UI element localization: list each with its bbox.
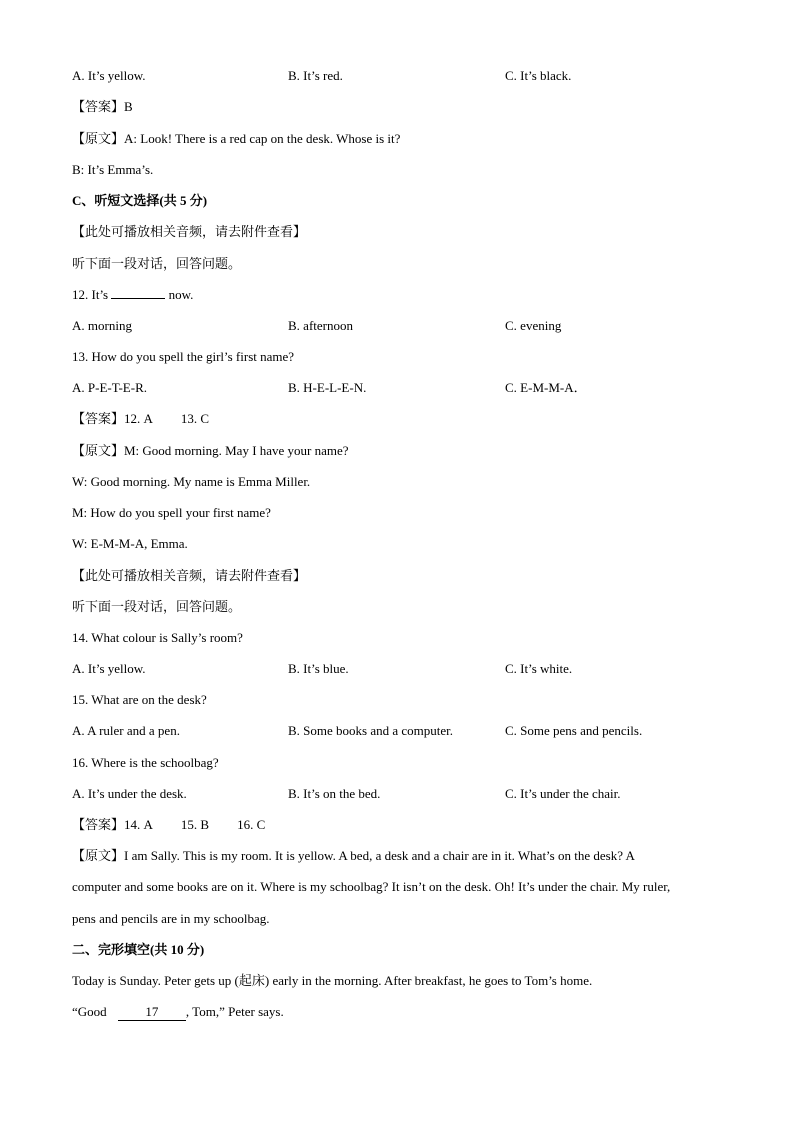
audio-note: 【此处可播放相关音频，请去附件查看】 xyxy=(72,224,307,239)
script-line: computer and some books are on it. Where is my schoolbag? It isn’t on the desk. Oh! It’s under the chair. My ruler, xyxy=(72,879,671,894)
answer-14-16 xyxy=(72,817,265,833)
script-line: W: Good morning. My name is Emma Miller. xyxy=(72,474,311,489)
passage-suffix: , Tom,” Peter says. xyxy=(185,1004,284,1019)
script-line: 【原文】M: Good morning. May I have your name? xyxy=(72,443,349,458)
audio-note: 【此处可播放相关音频，请去附件查看】 xyxy=(72,568,307,583)
passage-line: Today is Sunday. Peter gets up (起床) early in the morning. After breakfast, he goes to Tom’s home. xyxy=(72,973,593,988)
answer-part: 15. B xyxy=(180,817,210,832)
section-2-title: 二、完形填空(共 10 分) xyxy=(72,942,205,957)
q11-script-line: 【原文】A: Look! There is a red cap on the desk. Whose is it? xyxy=(72,131,401,146)
script-line: 【原文】I am Sally. This is my room. It is yellow. A bed, a desk and a chair are in it. What’s on the desk? A xyxy=(72,848,635,863)
instruction: 听下面一段对话，回答问题。 xyxy=(72,599,242,614)
instruction: 听下面一段对话，回答问题。 xyxy=(72,256,242,271)
answer-12-13 xyxy=(72,411,209,427)
q16-question: 16. Where is the schoolbag? xyxy=(72,755,219,770)
answer-part: 16. C xyxy=(237,817,266,832)
q14-option-c: C. It’s white. xyxy=(505,661,573,676)
q12-blank xyxy=(111,298,165,299)
q12-question xyxy=(72,287,193,303)
passage-prefix: “Good xyxy=(72,1004,107,1019)
q13-question: 13. How do you spell the girl’s first name? xyxy=(72,349,295,364)
q15-question: 15. What are on the desk? xyxy=(72,692,207,707)
q13-option-b: B. H-E-L-E-N. xyxy=(288,380,367,395)
q15-option-c: C. Some pens and pencils. xyxy=(505,723,643,738)
answer-part: 【答案】12. A xyxy=(72,411,153,426)
q11-answer: 【答案】B xyxy=(72,99,133,114)
q13-option-a: A. P-E-T-E-R. xyxy=(72,380,147,395)
q12-suffix: now. xyxy=(168,287,194,302)
q12-option-b: B. afternoon xyxy=(288,318,353,333)
q16-option-c: C. It’s under the chair. xyxy=(505,786,621,801)
q14-option-b: B. It’s blue. xyxy=(288,661,349,676)
passage-line xyxy=(72,1004,284,1021)
script-line: W: E-M-M-A, Emma. xyxy=(72,536,188,551)
q13-option-c: C. E-M-M-A． xyxy=(505,380,587,395)
q14-option-a: A. It’s yellow. xyxy=(72,661,146,676)
q12-option-a: A. morning xyxy=(72,318,132,333)
q15-option-a: A. A ruler and a pen. xyxy=(72,723,180,738)
answer-part: 【答案】14. A xyxy=(72,817,153,832)
q11-option-b: B. It’s red. xyxy=(288,68,343,83)
section-c-title: C、听短文选择(共 5 分) xyxy=(72,193,208,208)
q11-script-line: B: It’s Emma’s. xyxy=(72,162,154,177)
answer-part: 13. C xyxy=(180,411,210,426)
q16-option-b: B. It’s on the bed. xyxy=(288,786,381,801)
q16-option-a: A. It’s under the desk. xyxy=(72,786,187,801)
script-line: pens and pencils are in my schoolbag. xyxy=(72,911,270,926)
q15-option-b: B. Some books and a computer. xyxy=(288,723,454,738)
q11-option-c: C. It’s black. xyxy=(505,68,572,83)
script-line: M: How do you spell your first name? xyxy=(72,505,271,520)
blank-17: 17 xyxy=(118,1004,186,1021)
q12-prefix: 12. It’s xyxy=(72,287,109,302)
q14-question: 14. What colour is Sally’s room? xyxy=(72,630,243,645)
q12-option-c: C. evening xyxy=(505,318,562,333)
q11-option-a: A. It’s yellow. xyxy=(72,68,146,83)
